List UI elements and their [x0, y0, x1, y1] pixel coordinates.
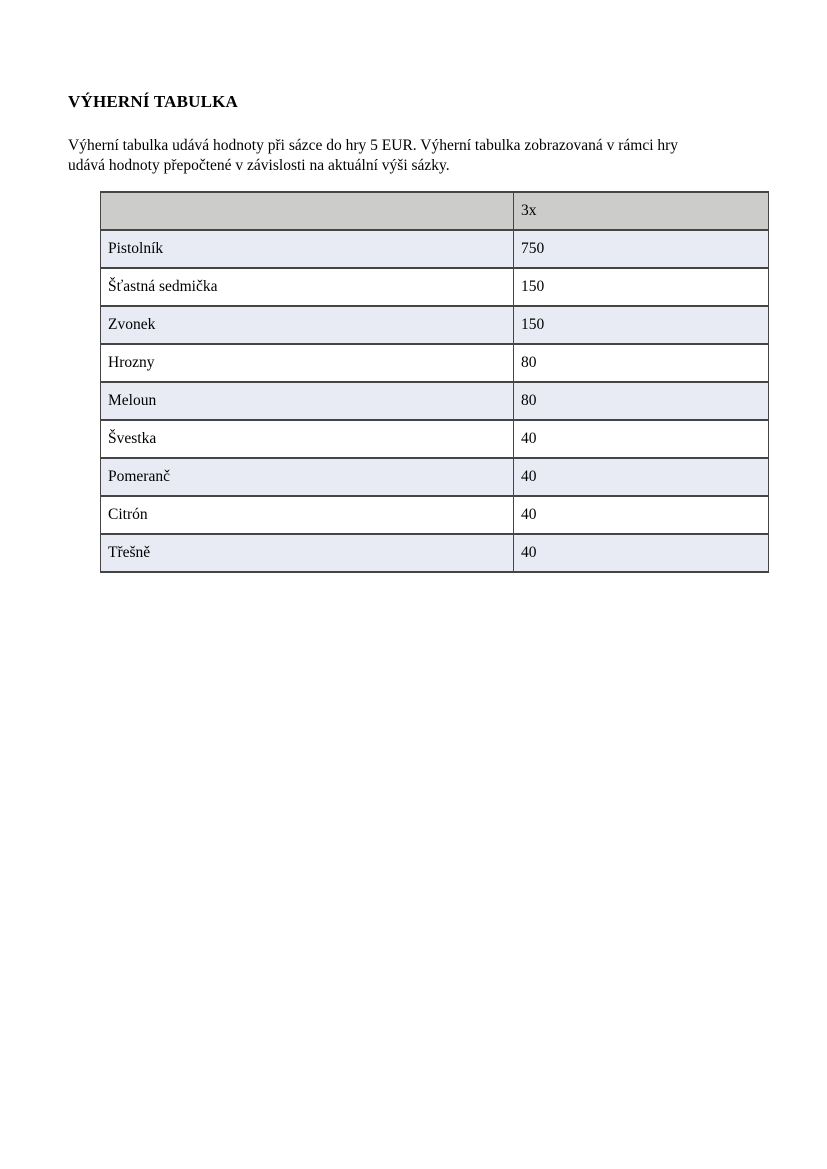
symbol-cell: Pistolník	[101, 230, 514, 268]
symbol-cell: Meloun	[101, 382, 514, 420]
table-row	[101, 420, 769, 458]
value-cell: 80	[514, 344, 769, 382]
payout-table	[100, 191, 769, 573]
symbol-cell: Šťastná sedmička	[101, 268, 514, 306]
symbol-cell: Citrón	[101, 496, 514, 534]
symbol-cell: Pomeranč	[101, 458, 514, 496]
table-row	[101, 496, 769, 534]
symbol-cell: Zvonek	[101, 306, 514, 344]
value-cell: 150	[514, 268, 769, 306]
table-row	[101, 230, 769, 268]
intro-paragraph	[68, 136, 827, 176]
multiplier-column-header: 3x	[514, 192, 769, 230]
symbol-cell: Hrozny	[101, 344, 514, 382]
payout-table-header-row	[101, 192, 769, 230]
symbol-column-header	[101, 192, 514, 230]
value-cell: 40	[514, 496, 769, 534]
table-row	[101, 268, 769, 306]
value-cell: 80	[514, 382, 769, 420]
value-cell: 40	[514, 458, 769, 496]
page-title: VÝHERNÍ TABULKA	[68, 92, 239, 111]
value-cell: 750	[514, 230, 769, 268]
intro-paragraph-line-1: Výherní tabulka udává hodnoty při sázce do hry 5 EUR. Výherní tabulka zobrazovaná v rámci hry	[68, 137, 679, 154]
table-row	[101, 306, 769, 344]
table-row	[101, 534, 769, 572]
table-row	[101, 382, 769, 420]
table-row	[101, 458, 769, 496]
symbol-cell: Švestka	[101, 420, 514, 458]
value-cell: 150	[514, 306, 769, 344]
table-row	[101, 344, 769, 382]
payout-table-body	[101, 230, 769, 572]
value-cell: 40	[514, 534, 769, 572]
intro-paragraph-line-2: udává hodnoty přepočtené v závislosti na aktuální výši sázky.	[68, 157, 450, 174]
value-cell: 40	[514, 420, 769, 458]
symbol-cell: Třešně	[101, 534, 514, 572]
